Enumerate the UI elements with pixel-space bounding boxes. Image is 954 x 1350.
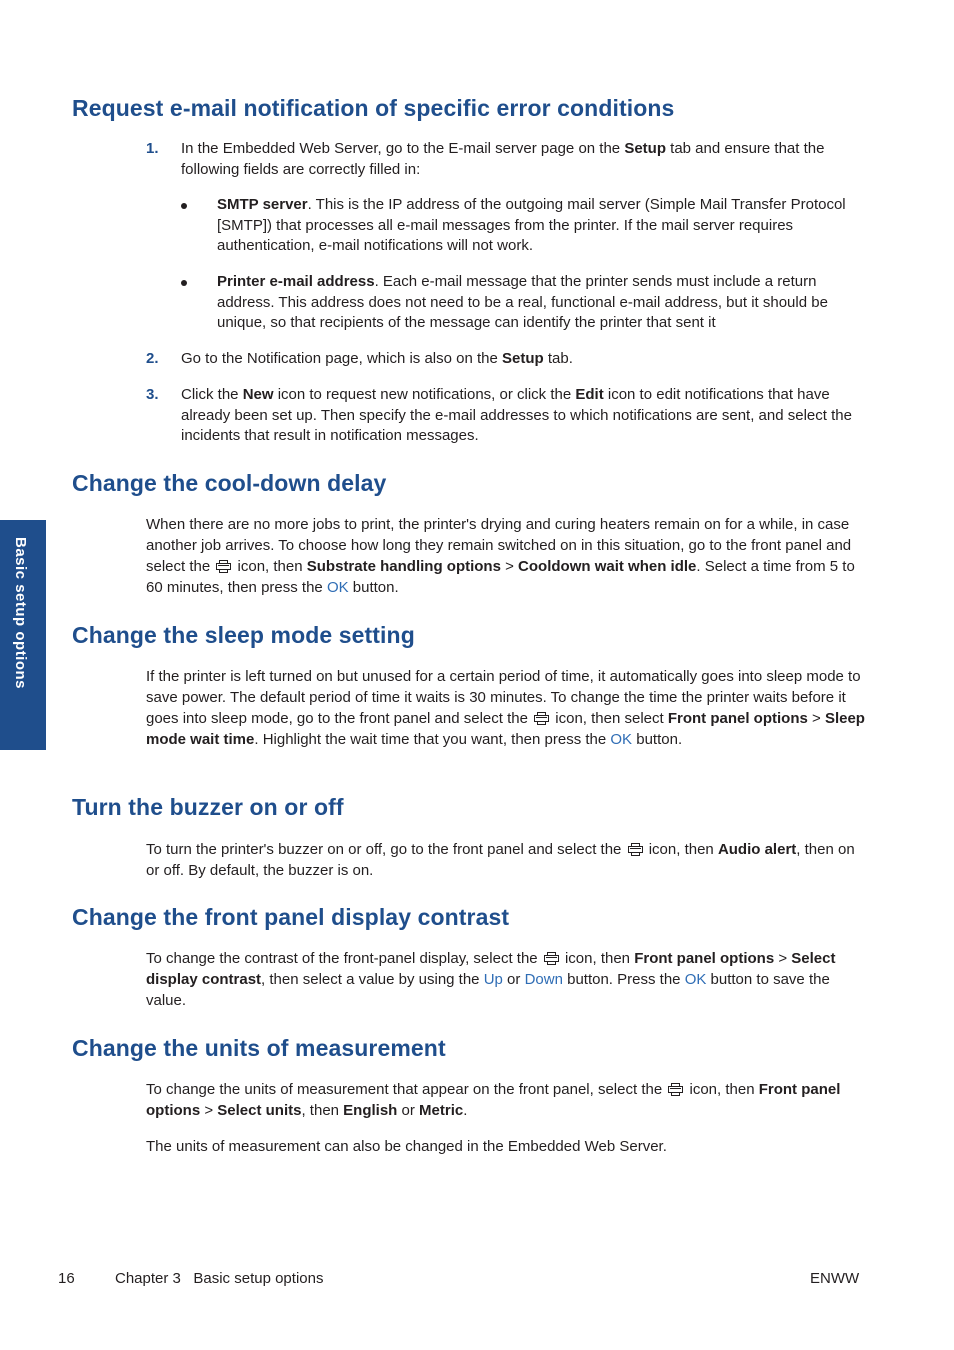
paragraph-display-contrast	[146, 948, 866, 1011]
paragraph-sleep-mode	[146, 666, 866, 750]
term-smtp-server: SMTP server	[217, 196, 308, 213]
text-run: icon, then	[685, 1081, 759, 1098]
option-english: English	[343, 1102, 398, 1119]
text-run: icon to edit notifications that have already been set up. Then specify the e-mail addresses to which notifications are sent, and select the incidents that result in notification messages.	[181, 386, 852, 444]
option-metric: Metric	[419, 1102, 464, 1119]
bullet-dot	[181, 280, 187, 286]
menu-substrate-handling: Substrate handling options	[306, 558, 501, 575]
ok-button-ref: OK	[684, 971, 707, 988]
text-run: .	[463, 1102, 468, 1119]
page-number: 16	[58, 1270, 75, 1287]
ok-button-ref: OK	[610, 731, 633, 748]
printer-setup-icon	[668, 1083, 683, 1096]
text-run: icon, then	[560, 950, 635, 967]
text-run: , then on or off. By default, the buzzer is on.	[146, 841, 855, 879]
text-run: To change the units of measurement that appear on the front panel, select the	[146, 1081, 667, 1098]
text-run: , then	[301, 1102, 344, 1119]
down-button-ref: Down	[524, 971, 563, 988]
text-run: . Select a time from 5 to 60 minutes, then press the	[146, 558, 855, 596]
bullet-text	[217, 195, 865, 257]
menu-cooldown-wait: Cooldown wait when idle	[518, 558, 697, 575]
footer-code: ENWW	[810, 1270, 860, 1287]
text-run: >	[774, 950, 792, 967]
text-run: button.	[632, 731, 683, 748]
text-run: . Each e-mail message that the printer sends must include a return address. This address does not need to be a real, functional e-mail address, but it should be unique, so that recipients of the message can identify the printer that sent it	[217, 273, 828, 331]
menu-select-units: Select units	[217, 1102, 302, 1119]
text-run: icon to request new notifications, or click the	[273, 386, 576, 403]
step-text	[181, 385, 866, 447]
text-run: Go to the Notification page, which is also on the	[181, 350, 503, 367]
paragraph-buzzer	[146, 839, 866, 881]
heading-buzzer: Turn the buzzer on or off	[72, 794, 344, 820]
text-run: Click the	[181, 386, 243, 403]
heading-display-contrast: Change the front panel display contrast	[72, 904, 510, 930]
text-run: To change the contrast of the front-panel display, select the	[146, 950, 542, 967]
menu-front-panel-options: Front panel options	[634, 950, 775, 967]
setup-tab-label: Setup	[624, 140, 666, 157]
step-text	[181, 139, 866, 180]
menu-sleep-mode-wait: Sleep mode wait time	[146, 710, 865, 748]
text-run: icon, then	[644, 841, 718, 858]
text-run: button to save the value.	[146, 971, 830, 1009]
text-run: or	[397, 1102, 420, 1119]
text-run: or	[502, 971, 525, 988]
side-tab-label: Basic setup options	[12, 537, 29, 690]
heading-cooldown: Change the cool-down delay	[72, 470, 387, 496]
text-run: . Highlight the wait time that you want, then press the	[254, 731, 611, 748]
text-run: >	[500, 558, 519, 575]
printer-setup-icon	[216, 560, 231, 573]
term-printer-email: Printer e-mail address	[217, 273, 375, 290]
step-number: 3.	[146, 386, 159, 403]
text-run: tab and ensure that the following fields are correctly filled in:	[181, 140, 825, 178]
bullet-smtp-server	[181, 195, 866, 258]
printer-setup-icon	[534, 712, 549, 725]
text-run: button.	[348, 579, 399, 596]
step-text	[181, 349, 866, 370]
bullet-text	[217, 272, 865, 334]
text-run: icon, then select	[551, 710, 668, 727]
text-run: If the printer is left turned on but unused for a certain period of time, it automatically goes into sleep mode to save power. The default period of time it waits is 30 minutes. To change the time the printer waits before it goes into sleep mode, go to the front panel and select the	[146, 668, 861, 727]
step-number: 2.	[146, 350, 159, 367]
chapter-side-tab	[0, 520, 46, 750]
text-run: , then select a value by using the	[261, 971, 484, 988]
step-3	[146, 385, 866, 448]
menu-audio-alert: Audio alert	[717, 841, 797, 858]
new-icon-label: New	[242, 386, 274, 403]
paragraph-units-ews: The units of measurement can also be changed in the Embedded Web Server.	[146, 1138, 667, 1155]
text-run: To turn the printer's buzzer on or off, go to the front panel and select the	[146, 841, 626, 858]
bullet-printer-email	[181, 272, 866, 335]
text-run: icon, then	[233, 558, 307, 575]
ok-button-ref: OK	[326, 579, 349, 596]
text-run: . This is the IP address of the outgoing mail server (Simple Mail Transfer Protocol [SMTP]) that processes all e-mail messages from the printer. If the mail server requires authentication, e-mail notifications will not work.	[217, 196, 846, 254]
paragraph-cooldown	[146, 514, 866, 598]
up-button-ref: Up	[483, 971, 503, 988]
text-run: >	[807, 710, 825, 727]
paragraph-units	[146, 1079, 866, 1121]
menu-front-panel-options: Front panel options	[667, 710, 808, 727]
bullet-dot	[181, 203, 187, 209]
menu-front-panel-options: Front panel options	[146, 1081, 841, 1119]
step-number: 1.	[146, 140, 159, 157]
menu-select-display-contrast: Select display contrast	[146, 950, 836, 988]
step-1	[146, 139, 866, 181]
heading-units: Change the units of measurement	[72, 1035, 446, 1061]
step-2	[146, 349, 866, 370]
text-run: When there are no more jobs to print, the printer's drying and curing heaters remain on for a while, in case another job arrives. To choose how long they remain switched on in this situation, go to the front panel and select the	[146, 516, 852, 575]
text-run: In the Embedded Web Server, go to the E-mail server page on the	[181, 140, 625, 157]
printer-setup-icon	[544, 952, 559, 965]
heading-sleep-mode: Change the sleep mode setting	[72, 622, 415, 648]
text-run: button. Press the	[562, 971, 685, 988]
heading-email-notification: Request e-mail notification of specific error conditions	[72, 95, 675, 121]
text-run: tab.	[543, 350, 573, 367]
edit-icon-label: Edit	[575, 386, 604, 403]
footer-chapter: Chapter 3 Basic setup options	[115, 1270, 324, 1287]
printer-setup-icon	[628, 843, 643, 856]
text-run: >	[200, 1102, 218, 1119]
setup-tab-label: Setup	[502, 350, 544, 367]
